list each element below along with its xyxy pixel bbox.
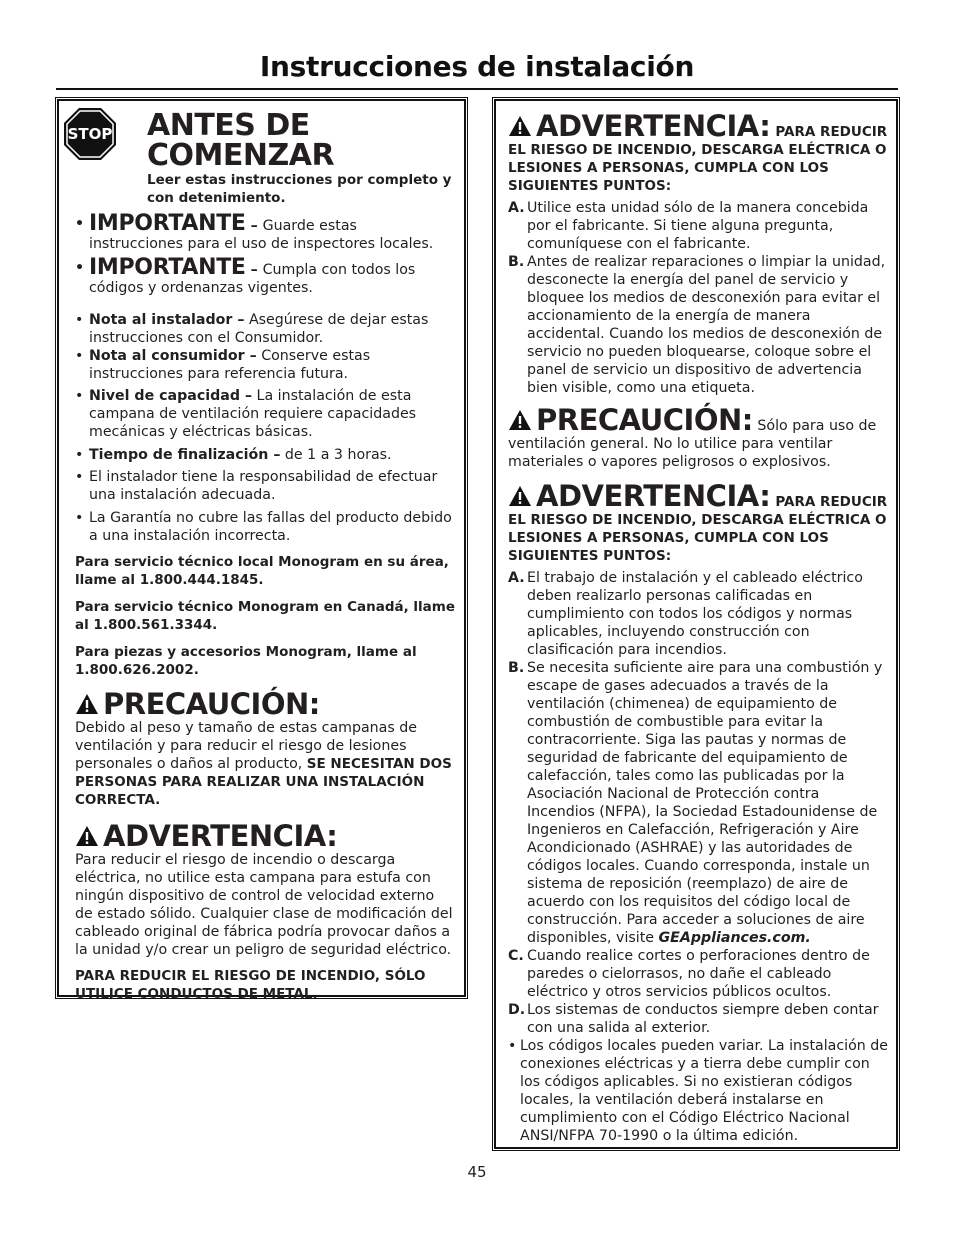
warning-heading: ADVERTENCIA:	[75, 821, 455, 851]
caution-heading: PRECAUCIÓN:	[75, 689, 455, 719]
note-capacity: • Nivel de capacidad – La instalación de esta campana de ventilación requiere capacidades mecánicas y eléctricas básicas.	[75, 387, 455, 441]
page-title: Instrucciones de instalación	[259, 50, 695, 83]
warning1-item-b: B. Antes de realizar reparaciones o limpiar la unidad, desconecte la energía del panel de servicio y bloquee los medios de desconexión para evitar el accionamiento de la energía de manera accidental. Cuando los medios de desconexión de servicio no pueden bloquearse, coloque sobre el panel de servicio un dispositivo de advertencia bien visible, como una etiqueta.	[508, 254, 886, 396]
warning-triangle-icon	[508, 409, 532, 431]
caution2-block	[508, 405, 888, 471]
antes-de-comenzar-box	[57, 99, 466, 1002]
note-responsibility: • El instalador tiene la responsabilidad de efectuar una instalación adecuada.	[75, 468, 455, 504]
warning1-bold: EL RIESGO DE INCENDIO, DESCARGA ELÉCTRICA O LESIONES A PERSONAS, CUMPLA CON LOS SIGUIENTES PUNTOS:	[508, 142, 887, 194]
important-2: • IMPORTANTE – Cumpla con todos los códigos y ordenanzas vigentes.	[75, 255, 416, 296]
note-consumer: • Nota al consumidor – Conserve estas instrucciones para referencia futura.	[75, 347, 455, 383]
title-rule	[56, 88, 898, 90]
warning-triangle-icon	[508, 485, 532, 507]
warning2-item-d: D. Los sistemas de conductos siempre deben contar con una salida al exterior.	[508, 1002, 879, 1036]
antes-heading: ANTES DE COMENZAR	[147, 108, 335, 173]
warning1-heading: ADVERTENCIA: PARA REDUCIR	[508, 111, 888, 141]
warning2-bold: EL RIESGO DE INCENDIO, DESCARGA ELÉCTRICA O LESIONES A PERSONAS, CUMPLA CON LOS SIGUIENTES PUNTOS:	[508, 512, 887, 564]
page-number: 45	[467, 1163, 487, 1181]
service-parts: Para piezas y accesorios Monogram, llame al 1.800.626.2002.	[75, 644, 417, 678]
service-local: Para servicio técnico local Monogram en su área, llame al 1.800.444.1845.	[75, 554, 449, 588]
service-canada: Para servicio técnico Monogram en Canadá, llame al 1.800.561.3344.	[75, 599, 456, 633]
local-codes-note: • Los códigos locales pueden variar. La instalación de conexiones eléctricas y a tierra debe cumplir con los códigos aplicables. Si no existieran códigos locales, la ventilación deberá instalarse en cumplimiento con el Código Eléctrico Nacional ANSI/NFPA 70-1990 o la última edición.	[508, 1037, 888, 1145]
warning2-item-b: B. Se necesita suficiente aire para una combustión y escape de gases adecuados a través de la ventilación (chimenea) de equipamiento de combustión de combustible para evitar la contracorriente. Siga las pautas y normas de seguridad de fabricante del equipamiento de calefacción, tales como las publicadas por la Asociación Nacional de Protección contra Incendios (NFPA), la Sociedad Estadounidense de Ingenieros en Calefacción, Refrigeración y Aire Acondicionado (ASHRAE) y las autoridades de códigos locales. Cuando corresponda, instale un sistema de reposición (reemplazo) de aire de acuerdo con los requisitos del código local de construcción. Para acceder a soluciones de aire disponibles, visite GEAppliances.com.	[508, 660, 883, 946]
warning-text: Para reducir el riesgo de incendio o descarga eléctrica, no utilice esta campana para estufa con ningún dispositivo de control de velocidad externo de estado sólido. Cualquier clase de modificación del cableado original de fábrica podría provocar daños a la unidad y/o crear un peligro de seguridad eléctrico.	[75, 852, 453, 958]
antes-subheading: Leer estas instrucciones por completo y con detenimiento.	[147, 172, 452, 206]
warning2-block	[508, 481, 888, 1145]
warning-triangle-icon	[75, 825, 99, 847]
warning-triangle-icon	[75, 693, 99, 715]
note-warranty: • La Garantía no cubre las fallas del producto debido a una instalación incorrecta.	[75, 509, 455, 545]
note-installer: • Nota al instalador – Asegúrese de dejar estas instrucciones con el Consumidor.	[75, 311, 455, 347]
warning2-item-a: A. El trabajo de instalación y el cableado eléctrico deben realizarlo personas calificadas en cumplimiento con todos los códigos y normas aplicables, incluyendo construcción con clasificación para incendios.	[508, 570, 863, 658]
geappliances-link[interactable]: GEAppliances.com.	[658, 930, 811, 946]
stop-label: STOP	[67, 125, 113, 143]
caution-text: Debido al peso y tamaño de estas campanas de ventilación y para reducir el riesgo de lesiones personales o daños al producto, SE NECESITAN DOS PERSONAS PARA REALIZAR UNA INSTALACIÓN CORRECTA.	[75, 720, 452, 808]
warning1-block	[508, 111, 888, 397]
warning2-item-c: C. Cuando realice cortes o perforaciones dentro de paredes o cielorrasos, no dañe el cableado eléctrico y otros servicios públicos ocultos.	[508, 948, 870, 1000]
warning1-item-a: A. Utilice esta unidad sólo de la manera concebida por el fabricante. Si tiene alguna pregunta, comuníquese con el fabricante.	[508, 200, 869, 252]
warning-triangle-icon	[508, 115, 532, 137]
note-time: • Tiempo de finalización – de 1 a 3 horas.	[75, 446, 455, 464]
warning-metal-ducts: PARA REDUCIR EL RIESGO DE INCENDIO, SÓLO UTILICE CONDUCTOS DE METAL.	[75, 968, 426, 1002]
warnings-box	[494, 99, 898, 1149]
warning2-heading: ADVERTENCIA: PARA REDUCIR	[508, 481, 888, 511]
important-1: • IMPORTANTE – Guarde estas instrucciones para el uso de inspectores locales.	[75, 211, 434, 252]
caution2-text: PRECAUCIÓN: Sólo para uso de ventilación general. No lo utilice para ventilar materiales o vapores peligrosos o explosivos.	[508, 403, 877, 470]
